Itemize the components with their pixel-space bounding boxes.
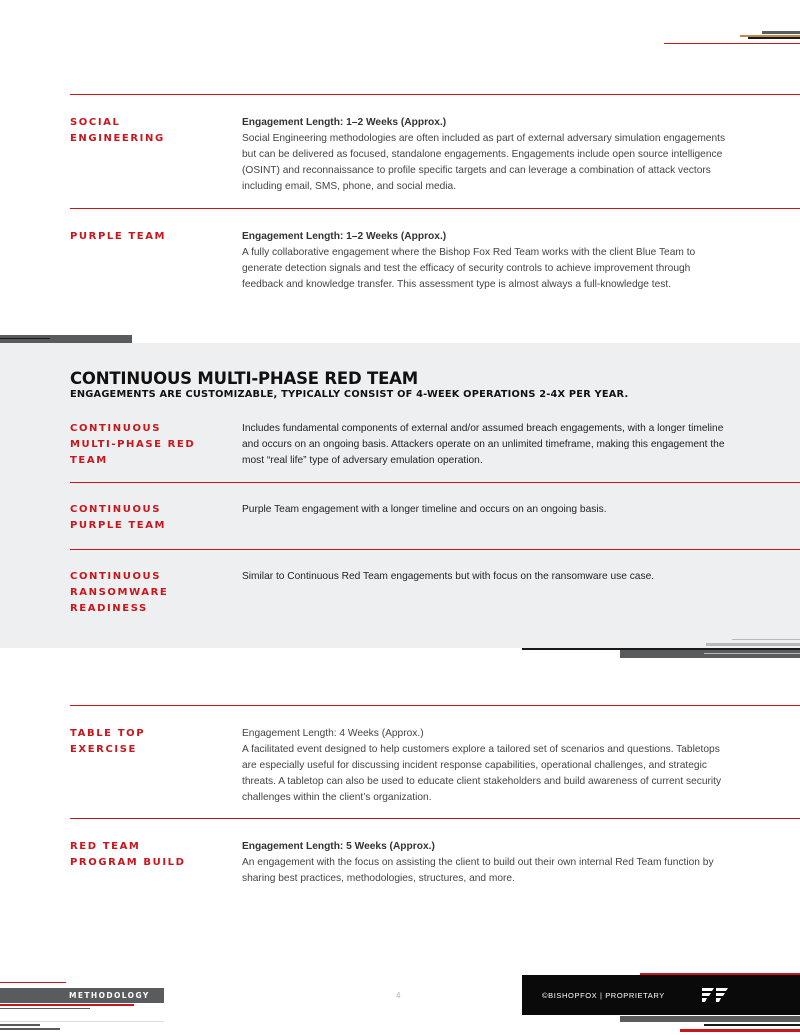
section-description: A facilitated event designed to help customers explore a tailored set of scenarios and questions. Tabletops are especially useful for discussing incident response capabilities, operational challenges, and strategic threats. A tabletop can also be used to educate client stakeholders and build awareness of current security challenges within the client’s organization. [242, 744, 722, 803]
footer-copyright: ©BISHOPFOX | PROPRIETARY [542, 991, 665, 1000]
divider [70, 549, 800, 550]
page-number: 4 [396, 991, 401, 1000]
section-label: TABLE TOP EXERCISE [70, 728, 146, 755]
engagement-length: Engagement Length: 5 Weeks (Approx.) [242, 841, 435, 852]
section-content [242, 115, 732, 195]
divider [70, 705, 800, 706]
section-description: Similar to Continuous Red Team engagements but with focus on the ransomware use case. [242, 571, 655, 582]
section-label: RED TEAM PROGRAM BUILD [70, 841, 186, 868]
divider-top [70, 94, 800, 95]
section-label: PURPLE TEAM [70, 231, 167, 242]
section-continuous-purple-team [70, 502, 730, 537]
divider [70, 482, 800, 483]
section-description: Social Engineering methodologies are often included as part of external adversary simulation engagements but can be delivered as focused, standalone engagements. Engagements include open source intelligence (OSINT) and reconnaissance to profile specific targets and can leverage a combination of attack vectors including email, SMS, phone, and social media. [242, 133, 726, 192]
section-label: CONTINUOUS RANSOMWARE READINESS [70, 571, 169, 614]
bishopfox-logo-icon [700, 986, 730, 1004]
section-content [242, 569, 732, 585]
section-purple-team [70, 229, 730, 299]
engagement-length: Engagement Length: 1–2 Weeks (Approx.) [242, 117, 447, 128]
section-content [242, 726, 732, 806]
section-content [242, 421, 732, 469]
section-label: CONTINUOUS MULTI-PHASE RED TEAM [70, 423, 196, 466]
engagement-length: Engagement Length: 4 Weeks (Approx.) [242, 728, 424, 739]
divider [70, 818, 800, 819]
divider [70, 208, 800, 209]
section-continuous-red-team [70, 421, 730, 476]
section-table-top [70, 726, 730, 806]
section-continuous-ransomware [70, 569, 730, 619]
section-social-engineering [70, 115, 730, 205]
section-label: SOCIAL ENGINEERING [70, 117, 165, 144]
continuous-title: CONTINUOUS MULTI-PHASE RED TEAM [70, 369, 418, 388]
section-description: An engagement with the focus on assisting the client to build out their own internal Red Team function by sharing best practices, methodologies, structures, and more. [242, 857, 714, 884]
section-content [242, 229, 732, 293]
section-content [242, 839, 732, 887]
engagement-length: Engagement Length: 1–2 Weeks (Approx.) [242, 231, 447, 242]
continuous-subtitle: ENGAGEMENTS ARE CUSTOMIZABLE, TYPICALLY CONSIST OF 4-WEEK OPERATIONS 2-4X PER YEAR. [70, 389, 629, 400]
section-description: A fully collaborative engagement where the Bishop Fox Red Team works with the client Blue Team to generate detection signals and test the efficacy of security controls to achieve improvement through feedback and knowledge transfer. This assessment type is almost always a full-knowledge test. [242, 247, 696, 290]
section-label: CONTINUOUS PURPLE TEAM [70, 504, 167, 531]
section-content [242, 502, 732, 518]
section-description: Includes fundamental components of external and/or assumed breach engagements, with a longer timeline and occurs on an ongoing basis. Attackers operate on an unlimited timeframe, making this engagement the most “real life” type of adversary emulation operation. [242, 423, 725, 466]
section-description: Purple Team engagement with a longer timeline and occurs on an ongoing basis. [242, 504, 607, 515]
footer-section-label: METHODOLOGY [69, 991, 150, 1000]
section-red-team-program-build [70, 839, 730, 889]
